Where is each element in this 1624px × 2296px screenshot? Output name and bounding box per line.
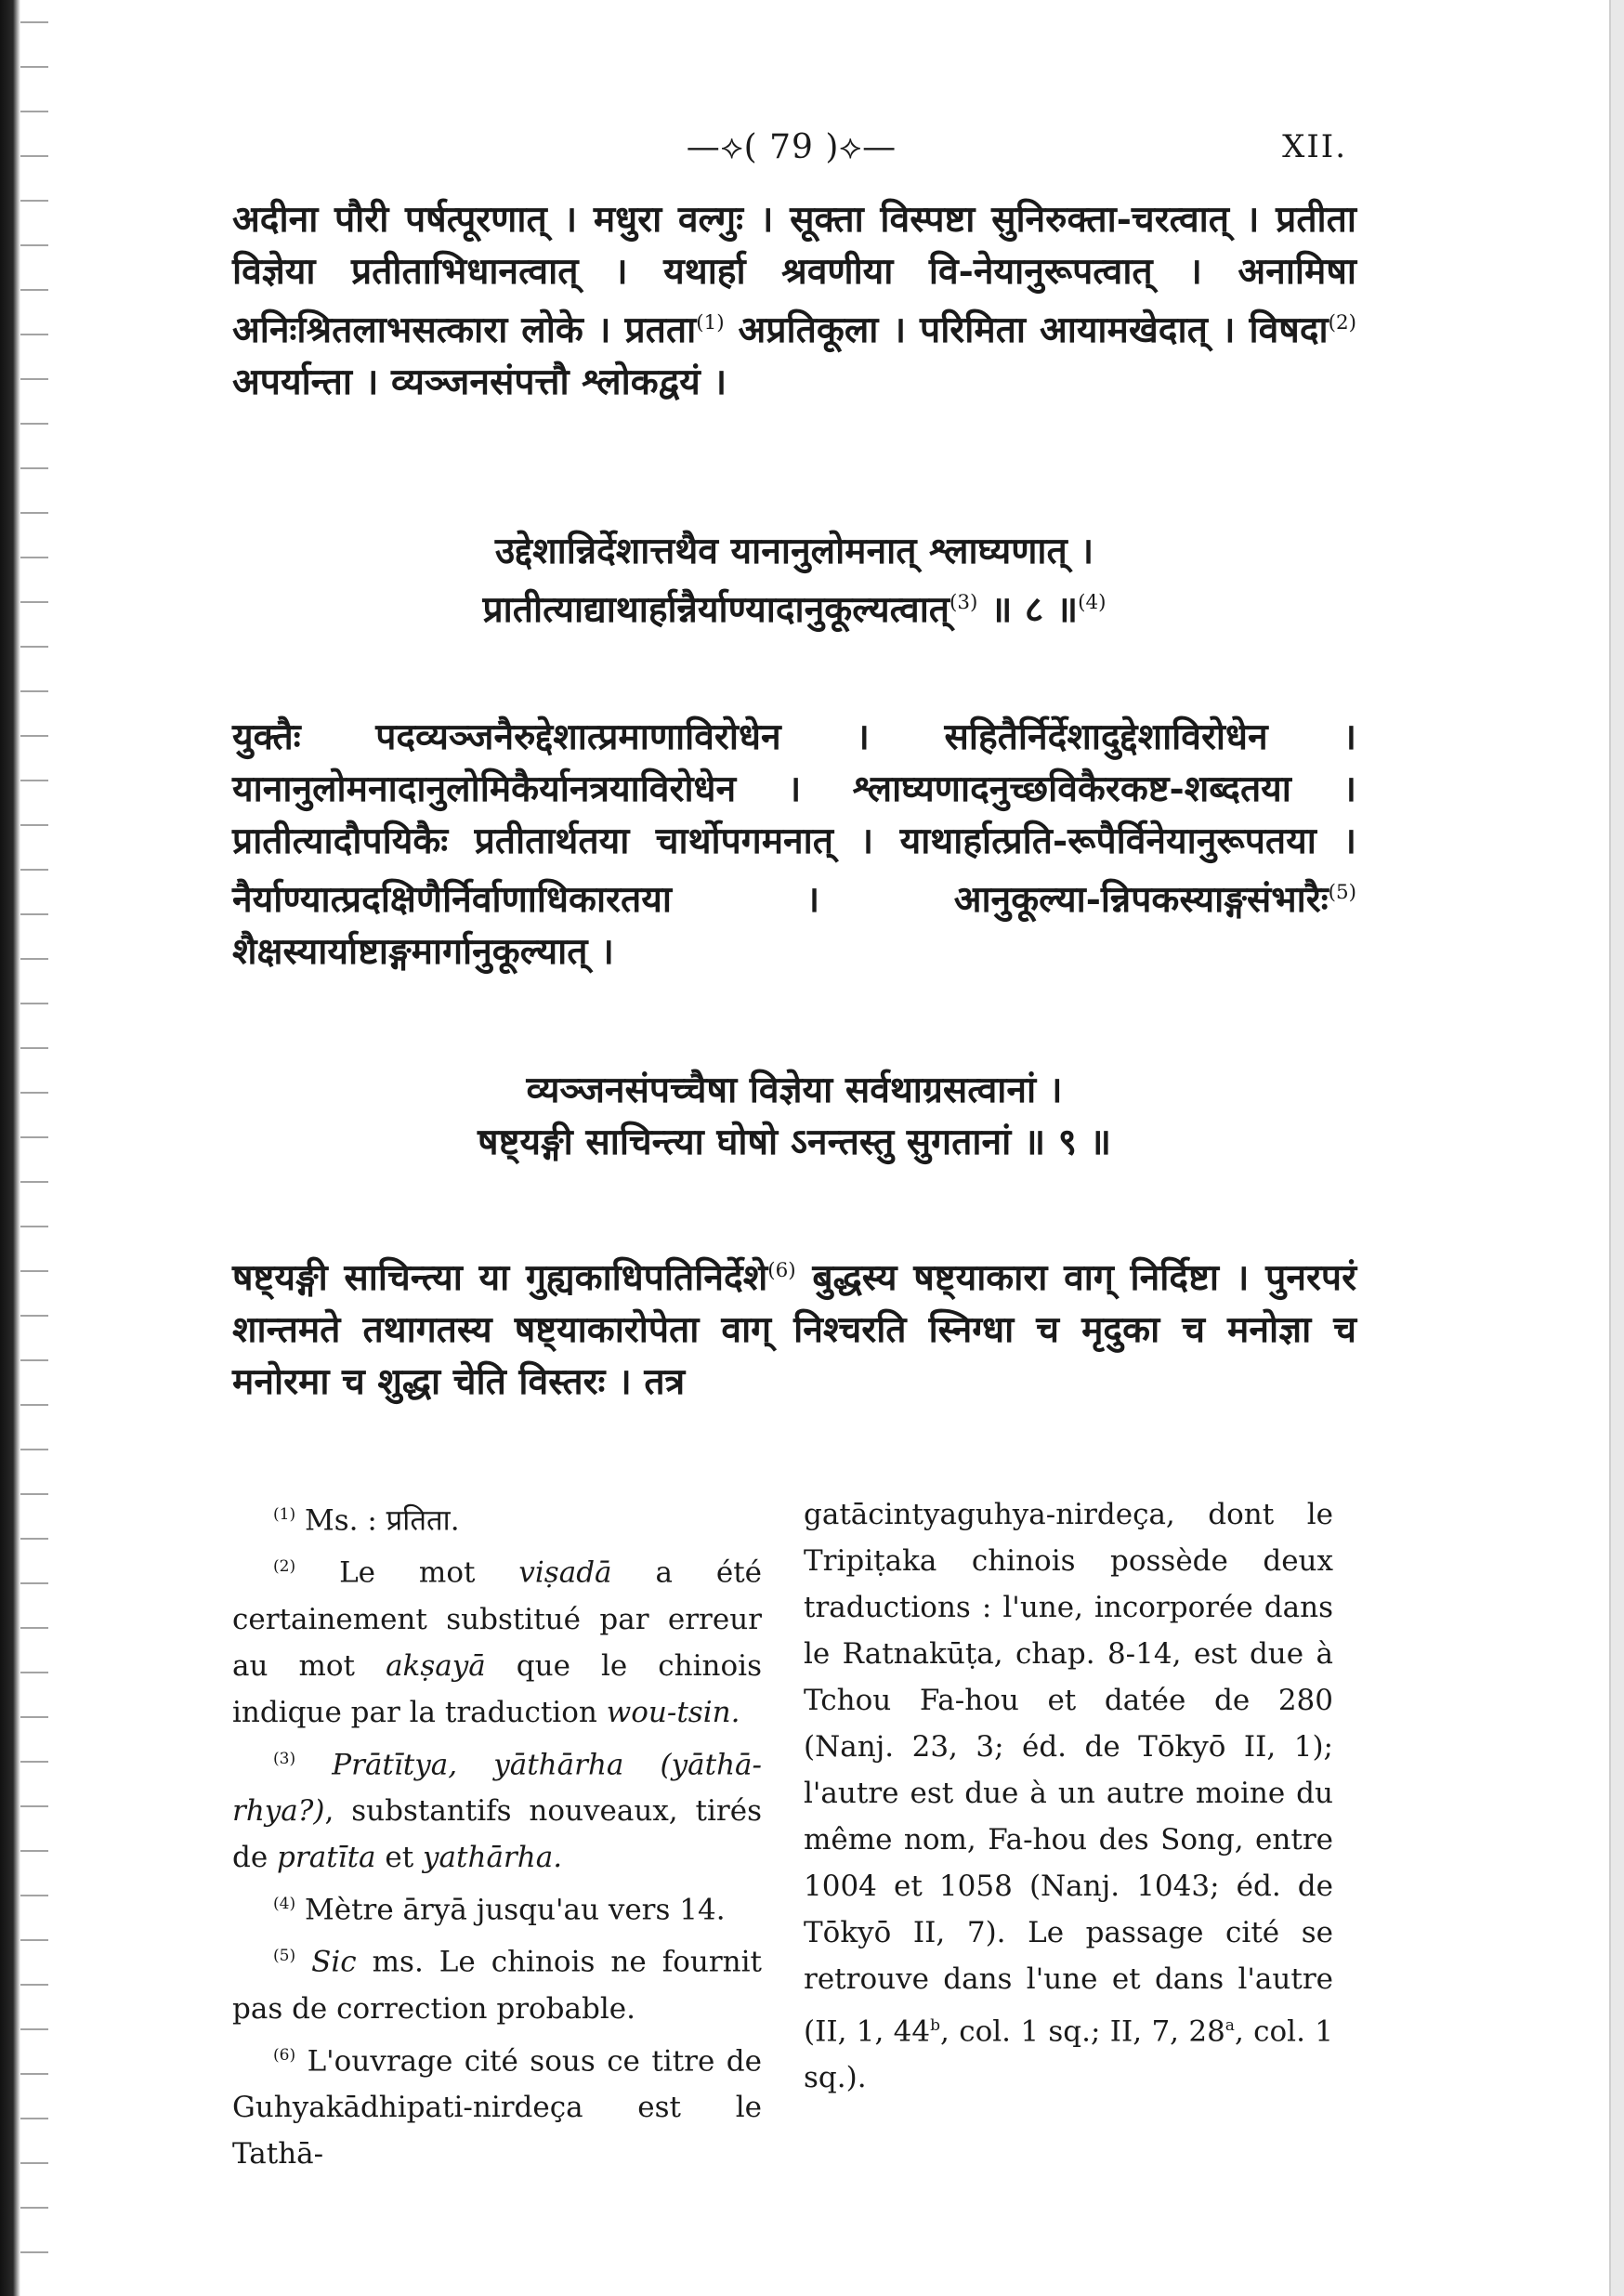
footnote-text: प्रतिता.: [386, 1503, 460, 1538]
footnote-ref: (5): [1328, 881, 1356, 904]
footnote-ref: (1): [696, 311, 725, 335]
footnote-sup: b: [930, 2016, 941, 2035]
verse-9: [232, 1064, 1356, 1168]
footnote-1: [232, 1491, 762, 1543]
footnote-mark: (6): [273, 2045, 296, 2065]
verse-line: [232, 577, 1356, 636]
footnote-text: que le chinois indique par la traduction: [232, 1648, 763, 1729]
verse-text: प्रातीत्याद्याथार्हान्नैर्याण्यादानुकूल्यत्वात्: [482, 588, 950, 631]
footnote-ref: (2): [1328, 311, 1356, 335]
footnote-sup: a: [1225, 2016, 1235, 2035]
footnote-2: [232, 1543, 762, 1735]
footnotes-left-column: [232, 1491, 762, 2177]
footnotes-right-column: [804, 1491, 1333, 2101]
footnote-text: ms. Le chinois ne fournit pas de correction probable.: [232, 1945, 762, 2026]
page-right-edge: [1609, 0, 1624, 2296]
sanskrit-text: बुद्धस्य षष्ट्याकारा वाग् निर्दिष्टा । पुनरपरं शान्तमते तथागतस्य षष्ट्याकारोपेता वाग् निश्चरति स्निग्धा च मृदुका च मनोज्ञा च मनोरमा च शुद्धा चेति विस्तरः । तत्र: [232, 1256, 1357, 1403]
footnote-3: [232, 1736, 762, 1881]
verse-number: ॥ ८ ॥: [989, 588, 1079, 631]
footnote-italic: Sic: [311, 1945, 357, 1979]
sanskrit-paragraph-2: [232, 711, 1356, 977]
footnote-mark: (2): [273, 1557, 296, 1577]
book-binding-edge: [0, 0, 20, 2296]
footnote-text: et: [375, 1840, 424, 1874]
footnote-text: L'ouvrage cité sous ce titre de Guhyakādhipati-nirdeça est le Tathā-: [232, 2043, 762, 2171]
footnote-6-continued: [804, 1491, 1333, 2101]
footnote-5: [232, 1933, 762, 2031]
footnote-mark: (3): [273, 1749, 296, 1768]
sanskrit-paragraph-1: [232, 193, 1356, 408]
footnote-mark: (5): [273, 1947, 296, 1966]
sanskrit-text: अपर्यान्ता । व्यञ्जनसंपत्तौ श्लोकद्वयं ।: [232, 361, 727, 403]
verse-line: व्यञ्जनसंपच्चैषा विज्ञेया सर्वथाग्रसत्वानां ।: [526, 1069, 1063, 1111]
verse-8: [232, 525, 1356, 636]
page-header: [0, 128, 1624, 184]
sanskrit-text: युक्तैः पदव्यञ्जनैरुद्देशात्प्रमाणाविरोधेन । सहितैर्निर्देशादुद्देशाविरोधेन । यानानुलोमनादानुलोमिकैर्यानत्रयाविरोधेन । श्लाघ्यणादनुच्छविकैरकष्ट-शब्दतया । प्रातीत्यादौपयिकैः प्रतीतार्थतया चार्थोपगमनात् । याथार्हात्प्रति-रूपैर्विनेयानुरूपतया । नैर्याण्यात्प्रदक्षिणैर्निर्वाणाधिकारतया । आनुकूल्या-न्निपकस्याङ्गसंभारैः: [232, 715, 1356, 921]
signature-mark: XII.: [1282, 128, 1347, 165]
footnote-ref: (3): [950, 591, 978, 614]
footnote-text: Mètre āryā jusqu'au vers 14.: [304, 1893, 726, 1927]
footnote-text: , col. 1 sq.).: [804, 2014, 1333, 2095]
sanskrit-paragraph-3: [232, 1245, 1356, 1408]
footnote-text: gatācintyaguhya-nirdeça, dont le Tripiṭaka chinois possède deux traductions : l'une, incorporée dans le Ratnakūṭa, chap. 8-14, est due à Tchou Fa-hou et datée de 280 (Nanj. 23, 3; éd. de Tōkyō II, 1); l'autre est due à un autre moine du même nom, Fa-hou des Song, entre 1004 et 1058 (Nanj. 1043; éd. de Tōkyō II, 7). Le passage cité se retrouve dans l'une et dans l'autre (II, 1, 44: [804, 1498, 1333, 2049]
footnote-text: Le mot: [339, 1555, 519, 1590]
footnote-italic: viṣadā: [518, 1555, 612, 1590]
footnote-italic: yathārha.: [423, 1840, 563, 1874]
binding-stitch-marks: [20, 0, 48, 2296]
footnote-text: , col. 1 sq.; II, 7, 28: [940, 2014, 1225, 2049]
footnote-ref: (6): [767, 1259, 796, 1282]
footnote-text: a été certainement substitué par erreur au mot: [232, 1555, 763, 1683]
footnote-italic: pratīta: [277, 1840, 376, 1874]
verse-line: उद्देशान्निर्देशात्तथैव यानानुलोमनात् श्लाघ्यणात् ।: [494, 530, 1094, 572]
page-number: —⟡( 79 )⟡—: [686, 128, 897, 166]
footnote-6: [232, 2032, 762, 2177]
footnote-ref: (4): [1078, 591, 1107, 614]
footnote-mark: (1): [273, 1505, 296, 1524]
footnote-italic: wou-tsin.: [606, 1695, 740, 1729]
sanskrit-text: अदीना पौरी पर्षत्पूरणात् । मधुरा वल्गुः । सूक्ता विस्पष्टा सुनिरुक्ता-चरत्वात् । प्रतीता विज्ञेया प्रतीताभिधानत्वात् । यथार्हा श्रवणीया वि-नेयानुरूपत्वात् । अनामिषा अनिःश्रितलाभसत्कारा लोके । प्रतता: [232, 198, 1356, 351]
footnote-text: Ms. :: [304, 1503, 386, 1538]
footnote-italic: akṣayā: [386, 1648, 486, 1683]
sanskrit-text: षष्ट्यङ्गी साचिन्त्या या गुह्यकाधिपतिनिर्देशे: [232, 1256, 768, 1299]
sanskrit-text: शैक्षस्यार्याष्टाङ्गमार्गानुकूल्यात् ।: [232, 930, 614, 973]
sanskrit-text: अप्रतिकूला । परिमिता आयामखेदात् । विषदा: [738, 308, 1329, 351]
footnote-4: [232, 1881, 762, 1933]
footnote-italic: Prātītya, yāthārha (yāthā-rhya?): [232, 1747, 762, 1828]
footnote-mark: (4): [273, 1894, 296, 1913]
verse-line: षष्ट्यङ्गी साचिन्त्या घोषो ऽनन्तस्तु सुगतानां ॥ ९ ॥: [478, 1121, 1111, 1163]
footnote-text: , substantifs nouveaux, tirés de: [232, 1793, 762, 1874]
